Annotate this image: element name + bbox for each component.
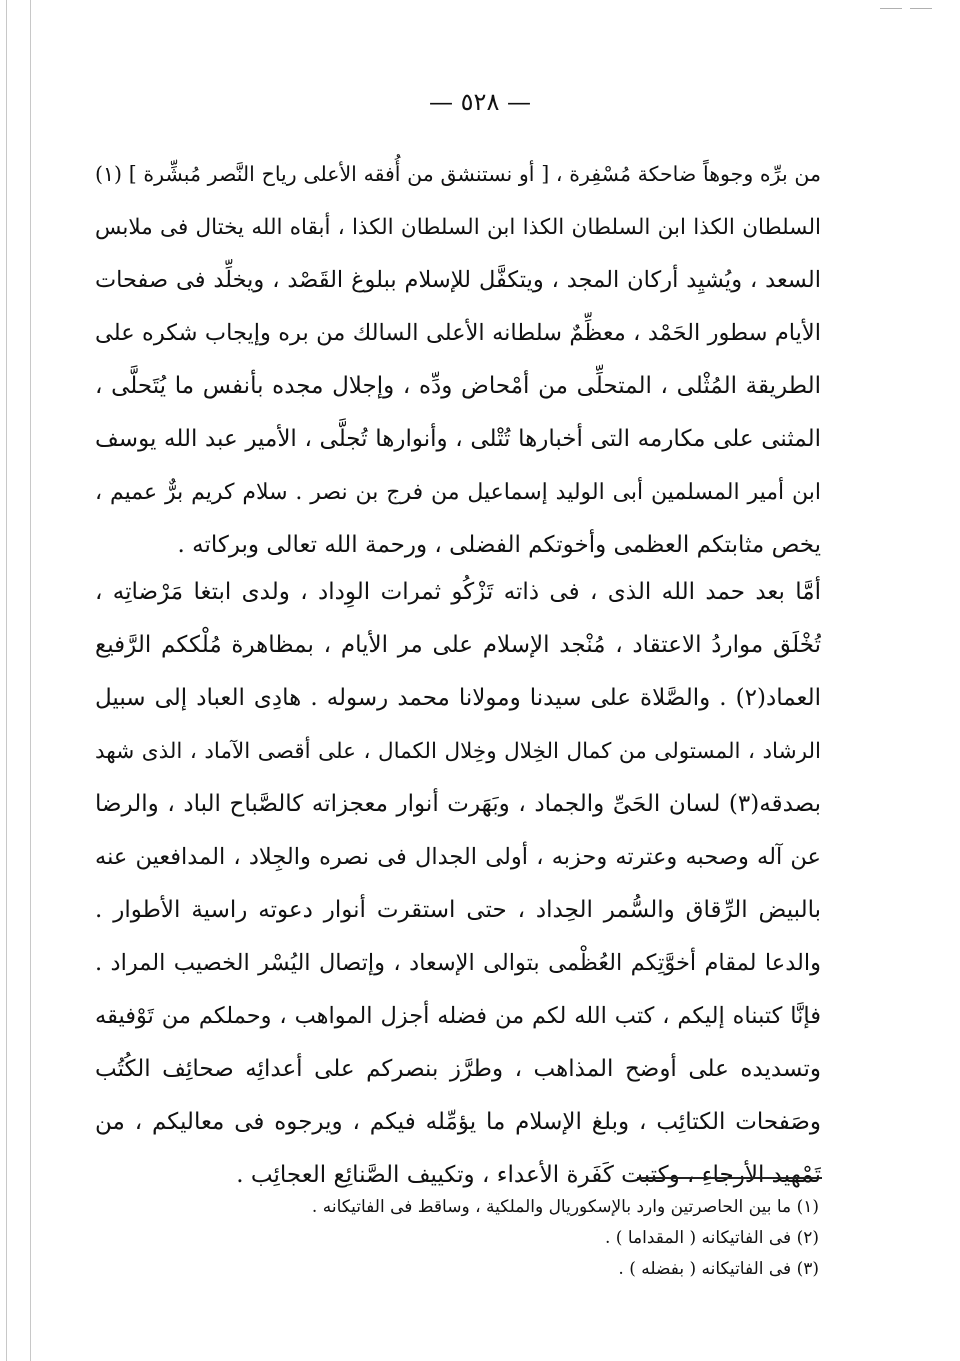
text-line: السعد ، ويُشيِد أركان المجد ، ويتكفَّل للإسلام ببلوغ القَصْد ، ويخلِّد فى صفحات xyxy=(95,267,821,293)
text-line: والدعا لمقام أخوَّتِكم العُظْمى بتوالى الإسعاد ، وإتصال اليُسْر الخصيب المراد . xyxy=(95,950,821,976)
footnote: (٣) فى الفاتيكانه ( بفضله ) . xyxy=(618,1259,819,1279)
text-line: ابن أمير المسلمين أبى الوليد إسماعيل من فرج بن نصر . سلام كريم برٌّ عميم ، xyxy=(95,480,821,505)
text-line: يخص مثابتكم العظمى وأخوتكم الفضلى ، ورحمة الله تعالى وبركاته . xyxy=(177,532,821,558)
text-line: أمَّا بعد حمد الله الذى ، فى ذاته تَزْكُو ثمرات الوِداد ، ولدى ابتغا مَرْضاتِه ، xyxy=(95,579,821,605)
text-line: عن آله وصحبه وعترته وحزبه ، أولى الجدال فى نصره والجِلاد ، المدافعين عنه xyxy=(95,844,821,870)
text-line: الأيام سطور الحَمْد ، معظِّمٌ سلطانه الأعلى السالك من بره وإيجاب شكره على xyxy=(95,320,821,346)
text-line: بالبيض الرِّقاق والسُّمر الحِداد ، حتى استقرت أنوار دعوته راسية الأطوار . xyxy=(95,897,821,923)
text-line: السلطان الكذا ابن السلطان الكذا ابن السلطان الكذا ، أبقاه الله يختال فى ملابس xyxy=(95,215,821,240)
text-line: تَمْهيد الأرجاءِ ، وكتبت كَفَرة الأعداء ، وتكييف الصَّنائِع العجائِب . xyxy=(236,1162,821,1188)
text-line: الطريقة المُثْلى ، المتحلِّى من أمْحاض ودِّه ، وإجلال مجده بأنفس ما يُتَحلَّى ، xyxy=(95,373,821,399)
scan-corner-mark xyxy=(880,8,902,9)
text-line: وصَفحات الكتائِب ، وبلغ الإسلام ما يؤمِّله فيكم ، ويرجوه فى معاليكم ، من xyxy=(95,1109,821,1135)
scan-edge-mark xyxy=(6,0,7,1361)
text-line: من برِّه وجوهاً ضاحكة مُسْفِرة ، [ أو نستنشق من أُفقه الأعلى رياح النَّصر مُبشِّرة ] (١) xyxy=(95,162,821,186)
text-line: وتسديده على أوضح المذاهب ، وطرَّز بنصركم على أعدائِه صحائِف الكُتُب xyxy=(95,1056,821,1082)
text-line: المثنى على مكارمه التى أخبارها تُتْلى ، وأنوارها تُجلَّى ، الأمير عبد الله يوسف xyxy=(95,426,821,452)
text-line: العماد(٢) . والصَّلاة على سيدنا ومولانا محمد رسوله . هادِى العباد إلى سبيل xyxy=(95,685,821,711)
text-line: بصدقه(٣) لسان الحَىِّ والجماد ، وبَهَرت أنوار معجزاته كالصَّباح الباد ، والرضا xyxy=(95,791,821,817)
text-line: تُخْلَق مواردُ الاعتقاد ، مُنْجد الإسلام على مر الأيام ، بمظاهرة مُلْككم الرَّفيع xyxy=(95,632,821,658)
paragraph-2 xyxy=(95,566,821,1202)
footnote: (١) ما بين الحاصرتين وارد بالإسكوريال والملكية ، وساقط فى الفاتيكانه . xyxy=(311,1197,819,1217)
page-number: — ٥٢٨ — xyxy=(429,88,531,116)
text-line: فإنَّا كتبناه إليكم ، كتب الله لكم من فضله أجزل المواهب ، وحملكم من تَوْفيقه xyxy=(95,1003,821,1029)
footnotes xyxy=(99,1192,819,1285)
scan-edge-mark xyxy=(30,0,31,1361)
paragraph-1 xyxy=(95,148,821,572)
footnote: (٢) فى الفاتيكانه ( المقداما ) . xyxy=(604,1228,819,1248)
scan-corner-mark xyxy=(910,8,932,9)
text-line: الرشاد ، المستولى من كمال الخِلال وخِلال الكمال ، على أقصى الآماد ، الذى شهد xyxy=(95,739,821,764)
footnote-separator xyxy=(637,1177,822,1179)
